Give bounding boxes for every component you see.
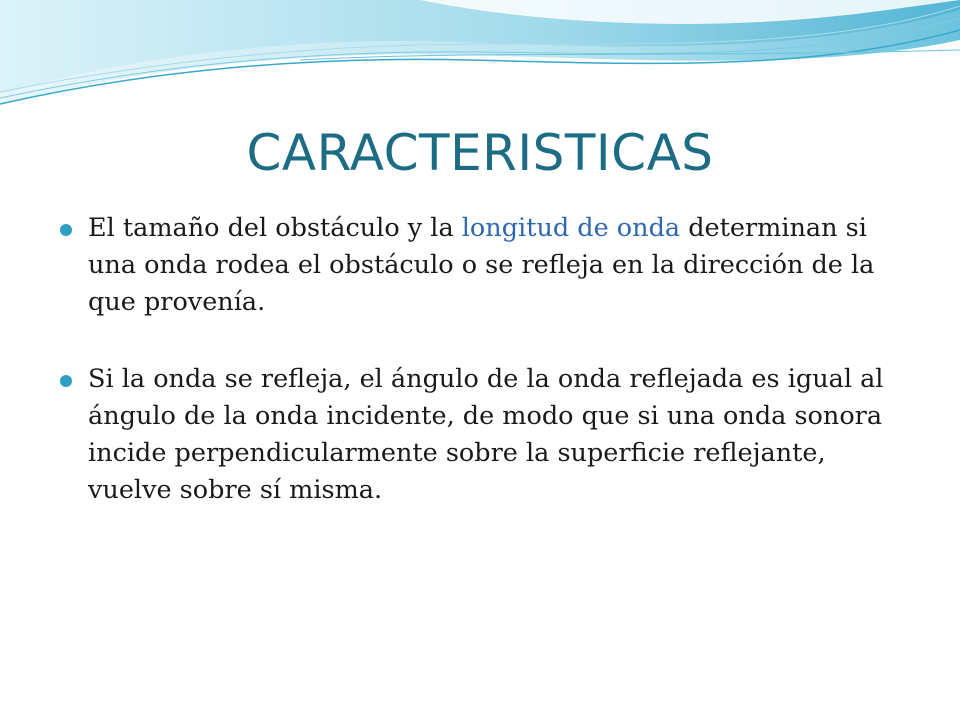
wave-header-decoration [0,0,960,120]
slide-content [58,210,898,509]
bullet-1-text-end: determinan si una onda rodea el obstáculo o se refleja en la dirección de la que provenía. [88,213,875,317]
longitud-de-onda-link[interactable]: longitud de onda [461,213,681,243]
bullet-dot-icon [60,224,72,236]
bullet-2-text: Si la onda se refleja, el ángulo de la onda reflejada es igual al ángulo de la onda incidente, de modo que si una onda sonora incide perpendicularmente sobre la superficie reflejante, vuelve sobre sí misma. [88,364,884,505]
bullet-dot-icon [60,375,72,387]
bullet-1-text-start: El tamaño del obstáculo y la [88,213,462,243]
slide-title: CARACTERISTICAS [246,124,714,182]
bullet-item-1 [58,210,898,321]
bullet-item-2 [58,361,898,509]
